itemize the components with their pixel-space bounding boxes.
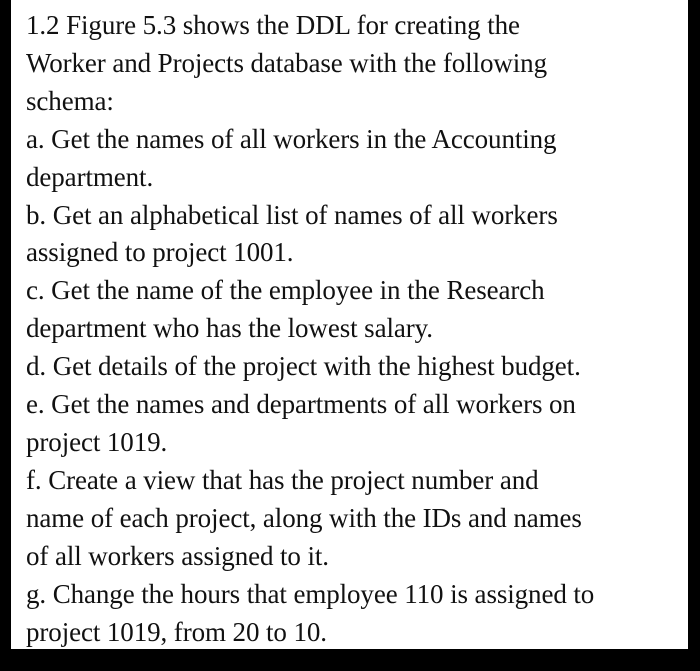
item-f-line-2: name of each project, along with the IDs and names — [26, 502, 582, 533]
item-g-line-2: project 1019, from 20 to 10. — [26, 616, 327, 647]
item-f-line-1: f. Create a view that has the project number and — [26, 464, 539, 495]
question-intro-line-1: 1.2 Figure 5.3 shows the DDL for creating the — [26, 10, 520, 40]
item-f-line-3: of all workers assigned to it. — [26, 540, 329, 571]
item-e-line-1: e. Get the names and departments of all workers on — [26, 389, 576, 420]
item-e-line-2: project 1019. — [26, 426, 168, 457]
question-intro-line-2: Worker and Projects database with the following — [26, 47, 547, 78]
item-c-line-2: department who has the lowest salary. — [26, 313, 433, 344]
document-page — [11, 0, 688, 649]
item-a-line-1: a. Get the names of all workers in the Accounting — [26, 123, 557, 154]
item-g-line-1: g. Change the hours that employee 110 is assigned to — [26, 578, 595, 609]
question-text — [26, 7, 681, 649]
item-d-line-1: d. Get details of the project with the highest budget. — [26, 351, 581, 382]
item-a-line-2: department. — [26, 161, 154, 192]
item-b-line-1: b. Get an alphabetical list of names of all workers — [26, 199, 558, 230]
item-c-line-1: c. Get the name of the employee in the Research — [26, 275, 545, 306]
item-b-line-2: assigned to project 1001. — [26, 237, 294, 268]
question-intro-line-3: schema: — [26, 85, 114, 116]
